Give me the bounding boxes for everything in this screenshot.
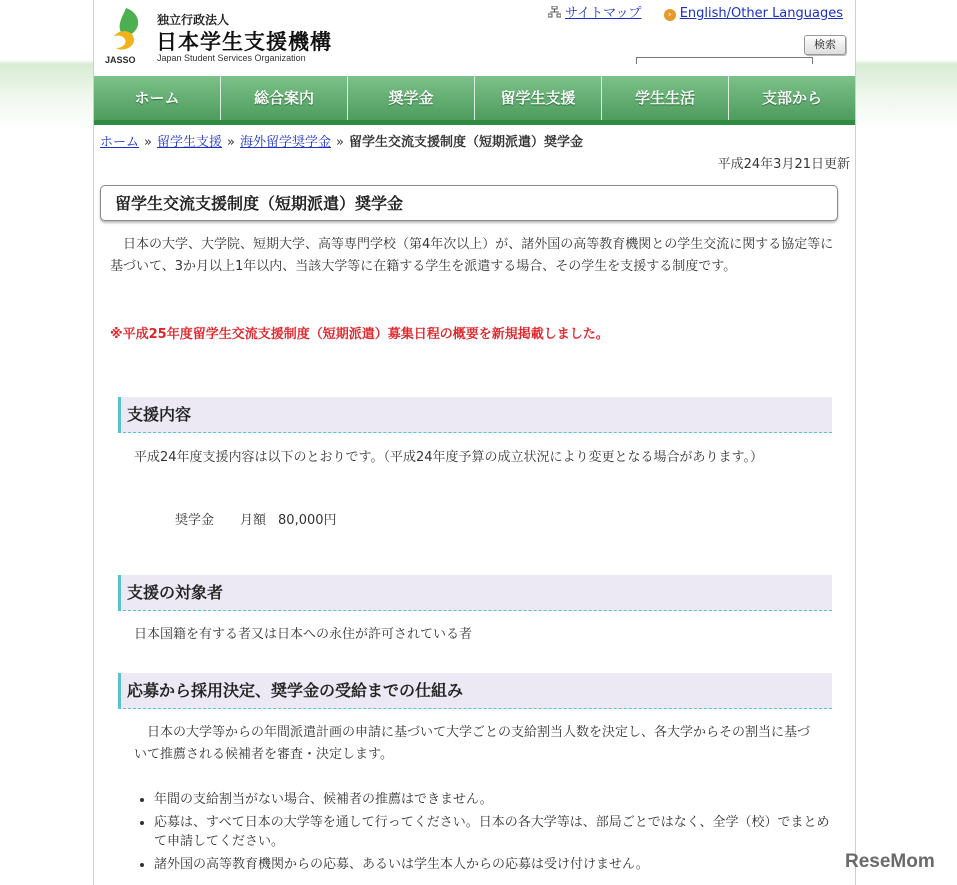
breadcrumb	[100, 131, 583, 150]
notice-text[interactable]: ※平成25年度留学生交流支援制度（短期派遣）募集日程の概要を新規掲載しました。	[110, 327, 609, 342]
section-title: 支援内容	[127, 405, 192, 424]
section-heading-eligibility	[118, 575, 832, 611]
org-name: 日本学生支援機構	[156, 30, 332, 54]
search-button[interactable]: 検索	[804, 35, 846, 55]
logo-abbr: JASSO	[105, 55, 136, 65]
breadcrumb-separator: »	[227, 135, 235, 150]
list-item: • 応募は、すべて日本の大学等を通して行ってください。日本の各大学等は、部局ごとではなく、全学（校）でまとめて申請してください。	[154, 813, 834, 851]
global-nav	[94, 76, 855, 120]
org-type: 独立行政法人	[157, 13, 230, 27]
nav-underline	[94, 120, 855, 125]
nav-item-intl-students[interactable]: 留学生支援	[474, 76, 601, 120]
sitemap-link-wrap	[548, 2, 642, 21]
nav-item-scholarship[interactable]: 奨学金	[347, 76, 474, 120]
amount-label: 奨学金	[175, 513, 215, 528]
breadcrumb-intl-support[interactable]: 留学生支援	[156, 135, 222, 150]
page-container	[93, 0, 856, 885]
amount-period: 月額	[240, 513, 267, 528]
list-item: • 諸外国の高等教育機関からの応募、あるいは学生本人からの応募は受け付けません。	[154, 855, 834, 874]
nav-item-home[interactable]: ホーム	[134, 89, 180, 107]
amount-value: 80,000円	[278, 513, 337, 528]
breadcrumb-home[interactable]: ホーム	[100, 135, 140, 150]
top-links	[530, 2, 843, 21]
sitemap-icon	[548, 6, 561, 18]
page-title: 留学生交流支援制度（短期派遣）奨学金	[115, 194, 404, 213]
section-text: 日本の大学等からの年間派遣計画の申請に基づいて大学ごとの支給割当人数を決定し、各大学からその割当に基づいて推薦される候補者を審査・決定します。	[134, 725, 811, 762]
search-input[interactable]	[636, 57, 813, 64]
org-name-en: Japan Student Services Organization	[157, 53, 306, 63]
section-title: 応募から採用決定、奨学金の受給までの仕組み	[127, 681, 464, 700]
scholarship-amount	[175, 509, 363, 528]
section-title: 支援の対象者	[127, 583, 224, 602]
breadcrumb-current: 留学生交流支援制度（短期派遣）奨学金	[348, 135, 583, 150]
breadcrumb-separator: »	[144, 135, 152, 150]
nav-item-about[interactable]: 総合案内	[220, 76, 347, 120]
jasso-logo[interactable]	[104, 6, 344, 64]
section-text: 日本国籍を有する者又は日本への永住が許可されている者	[134, 627, 473, 642]
resemom-watermark: ReseMom	[845, 851, 935, 872]
language-link-wrap	[664, 6, 843, 21]
section-heading-support-content	[118, 397, 832, 433]
updated-date: 平成24年3月21日更新	[717, 157, 850, 172]
language-link[interactable]: English/Other Languages	[679, 6, 843, 21]
nav-item-student-life[interactable]: 学生生活	[601, 76, 728, 120]
breadcrumb-overseas-scholarship[interactable]: 海外留学奨学金	[239, 135, 331, 150]
section-heading-process	[118, 673, 832, 709]
arrow-right-icon: ›	[664, 9, 676, 21]
section-text: 平成24年度支援内容は以下のとおりです。（平成24年度予算の成立状況により変更となる場合があります。）	[134, 450, 764, 465]
breadcrumb-separator: »	[335, 135, 344, 150]
intro-text: 日本の大学、大学院、短期大学、高等専門学校（第4年次以上）が、諸外国の高等教育機関との学生交流に関する協定等に基づいて、3か月以上1年以内、当該大学等に在籍する学生を派遣する場合、その学生を支援する制度です。	[110, 237, 834, 274]
page-title-box	[100, 185, 838, 221]
sitemap-link[interactable]: サイトマップ	[564, 6, 642, 21]
list-item: • 年間の支給割当がない場合、候補者の推薦はできません。	[154, 790, 834, 809]
nav-item-branches[interactable]: 支部から	[728, 76, 855, 120]
process-notes-list	[134, 790, 834, 878]
